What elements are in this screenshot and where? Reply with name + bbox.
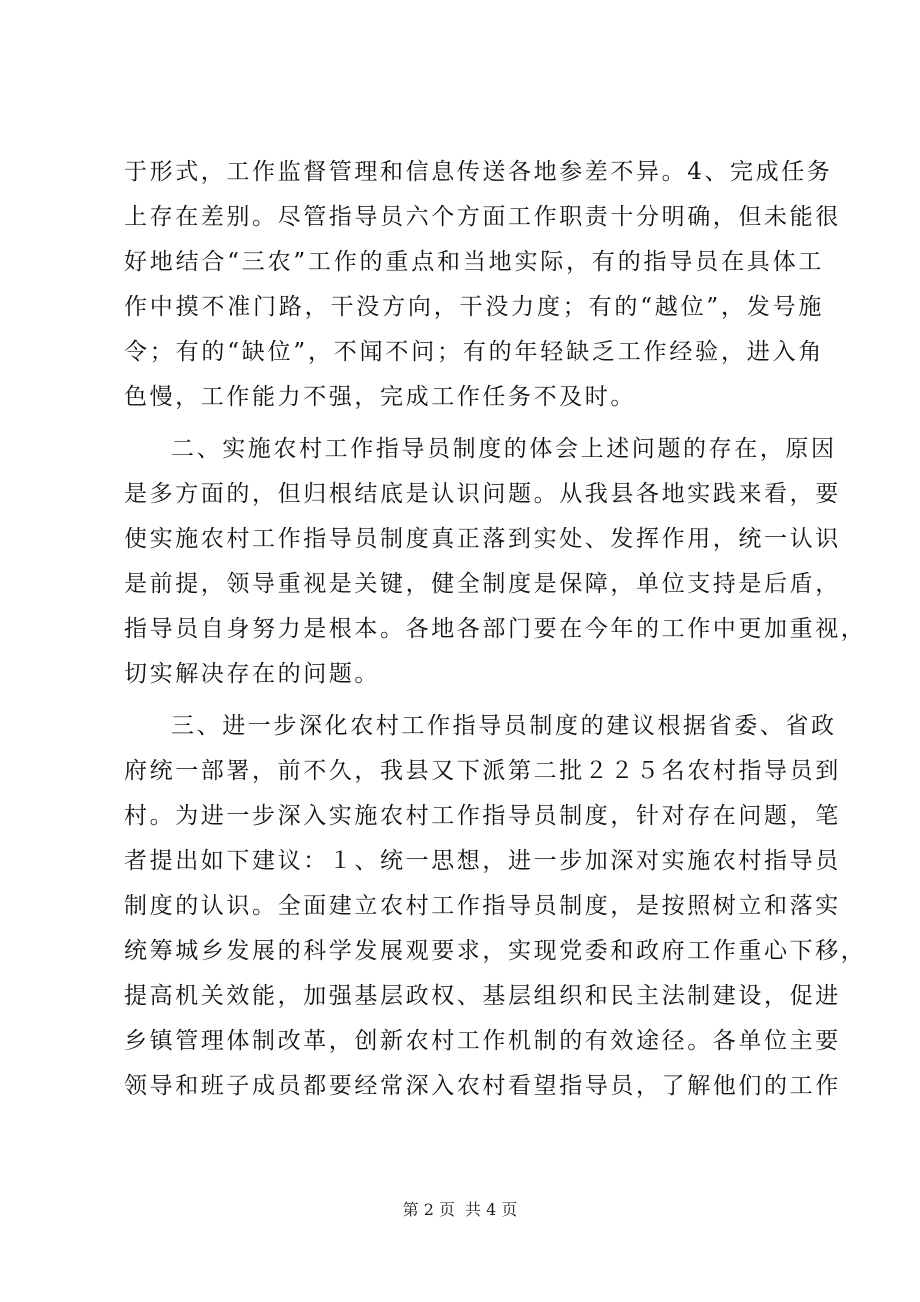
text-line: 提高机关效能，加强基层政权、基层组织和民主法制建设，促进 <box>124 983 841 1009</box>
text-line: 府统一部署，前不久，我县又下派第二批２２５名农村指导员到 <box>124 758 841 784</box>
text-line: 者提出如下建议：１、统一思想，进一步加深对实施农村指导员 <box>124 848 841 874</box>
text-line: 作中摸不准门路，干没方向，干没力度；有的“越位”，发号施 <box>124 294 824 320</box>
text-line: 是多方面的，但归根结底是认识问题。从我县各地实践来看，要 <box>124 481 841 507</box>
document-body <box>124 150 867 1109</box>
text-line: 统筹城乡发展的科学发展观要求，实现党委和政府工作重心下移， <box>124 938 867 964</box>
page-footer <box>0 1197 920 1220</box>
page-total: 共 4 页 <box>465 1200 518 1219</box>
text-line: 乡镇管理体制改革，创新农村工作机制的有效途径。各单位主要 <box>124 1028 841 1054</box>
text-line: 二、实施农村工作指导员制度的体会上述问题的存在，原因 <box>171 436 837 462</box>
text-line: 领导和班子成员都要经常深入农村看望指导员，了解他们的工作 <box>124 1073 841 1099</box>
text-line: 令；有的“缺位”，不闻不问；有的年轻缺乏工作经验，进入角 <box>124 339 824 365</box>
text-line: 上存在差别。尽管指导员六个方面工作职责十分明确，但未能很 <box>124 204 841 230</box>
page-number: 第 2 页 <box>402 1200 455 1219</box>
paragraph <box>124 150 841 420</box>
paragraph <box>124 427 867 697</box>
paragraph <box>124 704 867 1109</box>
text-line: 色慢，工作能力不强，完成工作任务不及时。 <box>124 384 636 410</box>
text-line: 是前提，领导重视是关键，健全制度是保障，单位支持是后盾， <box>124 571 841 597</box>
text-line: 三、进一步深化农村工作指导员制度的建议根据省委、省政 <box>171 713 837 739</box>
text-line: 制度的认识。全面建立农村工作指导员制度，是按照树立和落实 <box>124 893 841 919</box>
text-line: 指导员自身努力是根本。各地各部门要在今年的工作中更加重视， <box>124 616 867 642</box>
text-line: 村。为进一步深入实施农村工作指导员制度，针对存在问题，笔 <box>124 803 841 829</box>
text-line: 于形式，工作监督管理和信息传送各地参差不异。4、完成任务 <box>124 159 833 185</box>
text-line: 使实施农村工作指导员制度真正落到实处、发挥作用，统一认识 <box>124 526 841 552</box>
text-line: 切实解决存在的问题。 <box>124 661 380 687</box>
text-line: 好地结合“三农”工作的重点和当地实际，有的指导员在具体工 <box>124 249 824 275</box>
